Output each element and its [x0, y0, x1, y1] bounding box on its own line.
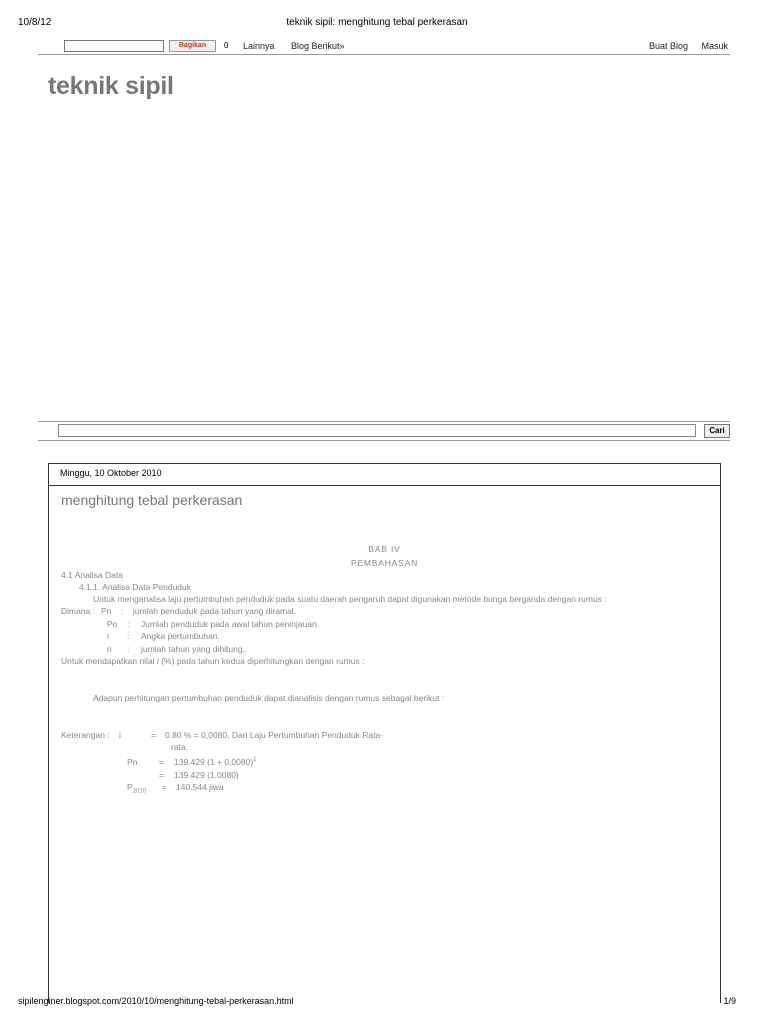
- print-url: sipilenginer.blogspot.com/2010/10/menghitung-tebal-perkerasan.html: [18, 996, 294, 1006]
- subsection-heading: 4.1.1. Analisa Data Penduduk: [79, 582, 191, 592]
- print-title: teknik sipil: menghitung tebal perkerasan: [286, 17, 468, 28]
- definition-separator: :: [127, 631, 130, 641]
- definition-symbol: Po: [107, 619, 118, 629]
- blog-title[interactable]: teknik sipil: [48, 72, 174, 100]
- definition-symbol: Pn: [101, 606, 112, 616]
- login-link[interactable]: Masuk: [701, 41, 728, 51]
- search-bar: [38, 421, 730, 441]
- search-input[interactable]: [58, 424, 696, 437]
- create-blog-link[interactable]: Buat Blog: [648, 41, 688, 51]
- share-button[interactable]: Bagikan: [169, 40, 216, 52]
- section-heading: 4.1 Analisa Data: [61, 570, 123, 580]
- post-title[interactable]: menghitung tebal perkerasan: [61, 492, 243, 508]
- calc-equals: =: [159, 770, 164, 780]
- chapter-heading: BAB IV: [368, 544, 401, 554]
- intro-paragraph: Untuk menganalisa laju pertumbuhan penduduk pada suatu daerah pengaruh dapat digunakan metode bunga berganda dengan rumus :: [93, 594, 607, 604]
- calculation-intro: Adapun perhitungan pertumbuhan penduduk dapat dianalisis dengan rumus sebagai berikut :: [93, 693, 445, 703]
- chapter-title: PEMBAHASAN: [350, 558, 419, 568]
- blogger-navbar: [38, 40, 730, 55]
- share-count: 0: [224, 41, 229, 50]
- more-link[interactable]: Lainnya: [243, 41, 275, 51]
- definitions-label: Dimana :: [61, 606, 96, 616]
- definition-text: Angka pertumbuhan.: [141, 631, 220, 641]
- definition-separator: :: [127, 619, 130, 629]
- page-number: 1/9: [723, 996, 736, 1006]
- definition-text: jumlah tahun yang dihitung,.: [141, 644, 248, 654]
- post-container: [48, 463, 721, 1003]
- nilai-paragraph: Untuk mendapatkan nilai i (%) pada tahun kedua diperhitungkan dengan rumus :: [61, 656, 365, 666]
- calc-pn-symbol: Pn: [127, 757, 138, 767]
- keterangan-label: Keterangan :: [61, 730, 110, 740]
- navbar-search-input[interactable]: [64, 40, 164, 52]
- print-header: [18, 17, 736, 31]
- search-button[interactable]: Cari: [704, 424, 730, 438]
- calc-equals: =: [159, 757, 164, 767]
- next-blog-link[interactable]: Blog Berikut»: [291, 41, 345, 51]
- calc-p-symbol: $P_{2010}$: [127, 782, 147, 795]
- definition-symbol: n: [107, 644, 112, 654]
- keterangan-value-cont: rata.: [171, 742, 189, 752]
- keterangan-value: 0,80 % = 0,0080, Dari Laju Pertumbuhan Penduduk Rata-: [165, 730, 384, 740]
- calc-line-1: 139.429 $(1 + 0,0080)^1$: [174, 757, 257, 767]
- post-body: [49, 464, 720, 1003]
- print-footer: [18, 996, 736, 1010]
- calc-equals: =: [162, 782, 167, 792]
- calc-line-3: 140.544 jiwa: [176, 782, 224, 792]
- definition-symbol: i: [107, 631, 109, 641]
- calc-line-2: 139.429 (1,0080): [174, 770, 239, 780]
- definition-separator: :: [127, 644, 130, 654]
- post-date: Minggu, 10 Oktober 2010: [49, 464, 720, 486]
- keterangan-equals: =: [151, 730, 156, 740]
- definition-separator: :: [121, 606, 124, 616]
- definition-text: Jumlah penduduk pada awal tahun peninjauan.: [141, 619, 320, 629]
- keterangan-symbol: i: [119, 730, 121, 740]
- definition-text: jumlah penduduk pada tahun yang diramal.: [133, 606, 297, 616]
- print-date: 10/8/12: [18, 17, 52, 28]
